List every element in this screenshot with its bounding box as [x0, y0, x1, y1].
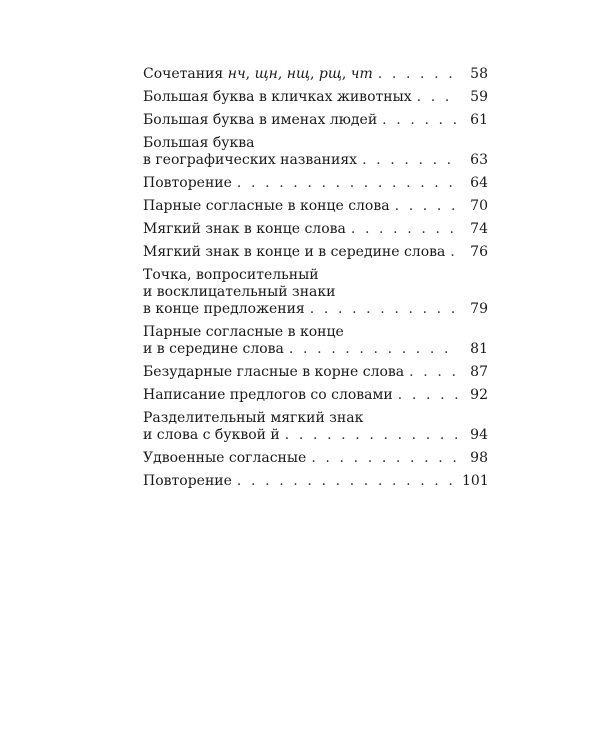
page-number: 79 — [470, 301, 488, 317]
dot-leader — [409, 364, 458, 381]
page-number: 81 — [470, 341, 488, 357]
toc-entry-title-line: Большая буква — [143, 135, 255, 151]
toc-entry-title-line: Точка, вопросительный — [143, 267, 319, 283]
page-number: 64 — [470, 175, 488, 191]
toc-entry — [143, 473, 488, 490]
toc-entry-title: в конце предложения — [143, 301, 305, 317]
toc-entry-title: Большая буква в именах людей — [143, 112, 378, 128]
toc-entry — [143, 135, 488, 169]
page-number: 76 — [470, 244, 488, 260]
toc-entry-title-italic: нщ — [286, 66, 310, 82]
toc-entry — [143, 450, 488, 467]
page-number: 61 — [470, 112, 488, 128]
toc-entry-title: Безударные гласные в корне слова — [143, 364, 405, 380]
toc-entry — [143, 364, 488, 381]
dot-leader — [362, 152, 458, 169]
page-number: 87 — [470, 364, 488, 380]
toc-entry-title-line: Разделительный мягкий знак — [143, 410, 364, 426]
toc-entry — [143, 198, 488, 215]
toc-entry — [143, 410, 488, 444]
toc-entry-title: Удвоенные согласные — [143, 450, 307, 466]
page-number: 98 — [470, 450, 488, 466]
dot-leader — [289, 341, 458, 358]
dot-leader — [310, 301, 458, 318]
toc-entry — [143, 66, 488, 83]
dot-leader — [285, 427, 458, 444]
page-number: 58 — [470, 66, 488, 82]
toc-entry-title: в географических названиях — [143, 152, 358, 168]
dot-leader — [450, 244, 458, 261]
toc-entry-title: Мягкий знак в конце слова — [143, 221, 346, 237]
toc-entry-title — [143, 66, 373, 83]
toc-entry — [143, 267, 488, 318]
page-number: 92 — [470, 387, 488, 403]
page-number: 74 — [470, 221, 488, 237]
dot-leader — [351, 221, 458, 238]
dot-leader — [398, 387, 458, 404]
toc-entry-title-italic: нч — [227, 66, 246, 82]
toc-entry — [143, 221, 488, 238]
toc-entry-title: Повторение — [143, 473, 232, 489]
dot-leader — [378, 66, 458, 83]
toc-entry-title-part: , — [341, 66, 351, 82]
toc-entry-title: Повторение — [143, 175, 232, 191]
toc-entry-title-italic: щн — [254, 66, 278, 82]
dot-leader — [382, 112, 458, 129]
dot-leader — [395, 198, 458, 215]
toc-entry-title-line: и восклицательный знаки — [143, 284, 336, 300]
toc-entry — [143, 89, 488, 106]
dot-leader — [237, 473, 458, 490]
page-number: 70 — [470, 198, 488, 214]
toc-entry-title: Мягкий знак в конце и в середине слова — [143, 244, 446, 260]
toc-entry-title-part: , — [245, 66, 255, 82]
page-number: 94 — [470, 427, 488, 443]
toc-entry-title: Написание предлогов со словами — [143, 387, 393, 403]
toc-entry — [143, 244, 488, 261]
toc-entry-title-part: , — [277, 66, 287, 82]
toc-entry-title-line: Парные согласные в конце — [143, 324, 344, 340]
toc-entry-title: и в середине слова — [143, 341, 284, 357]
toc-entry — [143, 175, 488, 192]
page-number: 101 — [462, 473, 489, 489]
dot-leader — [237, 175, 458, 192]
toc-entry-title-part: , — [309, 66, 319, 82]
table-of-contents — [143, 66, 488, 496]
toc-entry-title: Большая буква в кличках животных — [143, 89, 412, 105]
dot-leader — [417, 89, 458, 106]
toc-entry-title-italic: чт — [350, 66, 373, 82]
toc-entry — [143, 112, 488, 129]
toc-entry — [143, 387, 488, 404]
toc-entry-title-part: Сочетания — [143, 66, 228, 82]
page-number: 59 — [470, 89, 488, 105]
toc-entry-title: и слова с буквой й — [143, 427, 280, 443]
dot-leader — [311, 450, 458, 467]
page-number: 63 — [470, 152, 488, 168]
toc-entry — [143, 324, 488, 358]
toc-entry-title-italic: рщ — [318, 66, 342, 82]
toc-entry-title: Парные согласные в конце слова — [143, 198, 390, 214]
